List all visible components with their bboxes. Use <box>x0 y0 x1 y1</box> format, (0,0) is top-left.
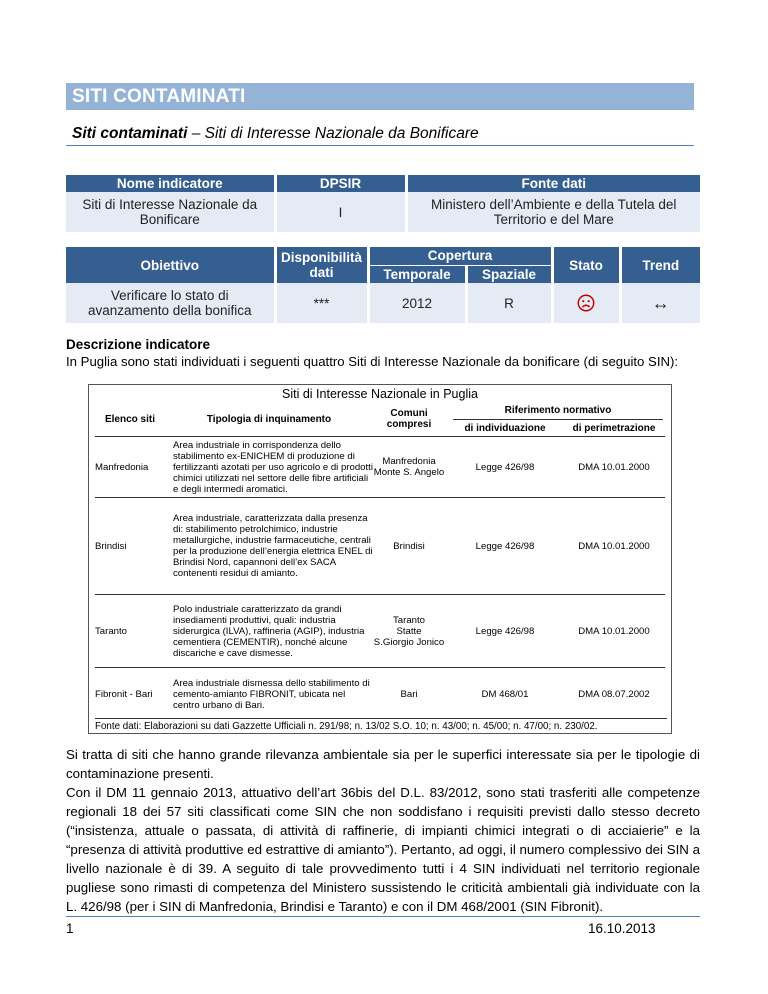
value-fonte-dati: Ministero dell’Ambiente e della Tutela del Territorio e del Mare <box>406 192 700 232</box>
value-dpsir: I <box>275 192 406 232</box>
header-stato: Stato <box>552 247 620 283</box>
sin-site-individuazione: DM 468/01 <box>481 688 529 700</box>
sin-table-title: Siti di Interesse Nazionale in Puglia <box>282 387 478 401</box>
sin-site-tipologia: Area industriale dismessa dello stabilimento di cemento-amianto FIBRONIT, ubicata nel centro urbano di Bari. <box>173 677 370 711</box>
value-temporale: 2012 <box>368 283 466 323</box>
header-dpsir: DPSIR <box>275 175 406 192</box>
indicator-table-2 <box>66 247 700 323</box>
footer-rule <box>66 916 700 917</box>
description-heading: Descrizione indicatore <box>66 337 211 352</box>
sin-comune: Brindisi <box>393 540 425 552</box>
header-trend: Trend <box>620 247 700 283</box>
sin-header-individuazione: di individuazione <box>464 422 546 434</box>
sin-site-perimetrazione: DMA 10.01.2000 <box>578 461 650 473</box>
sin-header-comuni: Comuni compresi <box>386 408 432 430</box>
body-paragraph: Si tratta di siti che hanno grande rilevanza ambientale sia per le superfici interessate sia per le tipologie di contaminazione presenti. <box>66 747 700 781</box>
sin-site-name: Fibronit - Bari <box>95 688 153 700</box>
sin-site-comuni <box>373 668 445 720</box>
sin-header-elenco: Elenco siti <box>104 413 155 425</box>
sin-site-perimetrazione: DMA 10.01.2000 <box>578 540 650 552</box>
indicator-table-1 <box>66 175 700 232</box>
sin-header-tipologia: Tipologia di inquinamento <box>206 413 332 425</box>
sin-comune: Bari <box>400 688 418 700</box>
sin-site-name: Manfredonia <box>95 461 149 473</box>
sin-site-tipologia: Area industriale in corrispondenza dello stabilimento ex-ENICHEM di produzione di fertilizzanti azotati per uso agricolo e di prodotti chimici utilizzati nel settore delle fibre artificiali e degli intermedi aromatici. <box>173 439 373 495</box>
sin-comune: S.Giorgio Jonico <box>373 636 445 648</box>
header-disponibilita: Disponibilità dati <box>275 247 368 283</box>
header-copertura: Copertura <box>368 247 552 265</box>
subtitle-rest: – Siti di Interesse Nazionale da Bonificare <box>187 125 479 142</box>
description-text: In Puglia sono stati individuati i seguenti quattro Siti di Interesse Nazionale da bonificare (di seguito SIN): <box>66 354 679 369</box>
body-paragraph: Con il DM 11 gennaio 2013, attuativo dell’art 36bis del D.L. 83/2012, sono stati trasferiti alle competenze regionali 18 dei 57 siti classificati come SIN che non soddisfano i requisiti previsti dallo stesso decreto (“insistenza, attuale o passata, di attività di raffinerie, di impianti chimici integrati o di acciaierie” e la “presenza di attività produttive ed estrattive di amianto”). Pertanto, ad oggi, il numero complessivo dei SIN a livello nazionale è di 39. A seguito di tale provvedimento tutti i 4 SIN individuati nel territorio regionale pugliese sono rimasti di competenza del Ministero sussistendo le criticità ambientali già individuate con la L. 426/98 (per i SIN di Manfredonia, Brindisi e Taranto) e con il DM 468/2001 (SIN Fibronit). <box>66 785 700 914</box>
sin-site-tipologia: Polo industriale caratterizzato da grandi insediamenti produttivi, quali: industria siderurgica (ILVA), raffineria (AGIP), industria cementiera (CEMENTIR), nonché alcune discariche e cave dismesse. <box>173 603 365 659</box>
sin-site-perimetrazione: DMA 10.01.2000 <box>578 625 650 637</box>
sin-site-individuazione: Legge 426/98 <box>475 625 535 637</box>
subtitle-bold: Siti contaminati <box>72 125 188 142</box>
header-obiettivo: Obiettivo <box>66 247 275 283</box>
sin-comune: Taranto <box>393 614 425 626</box>
sin-site-comuni <box>373 437 445 497</box>
sin-site-name: Brindisi <box>95 540 127 552</box>
sin-header-perimetrazione: di perimetrazione <box>572 422 656 434</box>
value-disponibilita: *** <box>275 283 368 323</box>
section-title: SITI CONTAMINATI <box>66 83 694 110</box>
value-trend: ↔ <box>620 283 700 323</box>
sin-table <box>88 384 672 734</box>
sin-header-riferimento: Riferimento normativo <box>504 405 612 416</box>
sin-table-source: Fonte dati: Elaborazioni su dati Gazzette Ufficiali n. 291/98; n. 13/02 S.O. 10; n. 43/00; n. 45/00; n. 47/00; n. 230/02. <box>95 718 667 732</box>
header-spaziale: Spaziale <box>466 265 552 283</box>
value-nome-indicatore: Siti di Interesse Nazionale da Bonificare <box>66 192 275 232</box>
page-number: 1 <box>66 921 74 936</box>
sin-comune: Statte <box>396 625 422 637</box>
body-text <box>66 745 700 916</box>
sin-site-comuni <box>373 595 445 667</box>
value-stato <box>552 283 620 323</box>
value-spaziale: R <box>466 283 552 323</box>
sin-site-perimetrazione: DMA 08.07.2002 <box>578 688 650 700</box>
sin-site-individuazione: Legge 426/98 <box>475 461 535 473</box>
sin-site-comuni <box>373 498 445 594</box>
sin-site-name: Taranto <box>95 625 127 637</box>
header-temporale: Temporale <box>368 265 466 283</box>
value-obiettivo: Verificare lo stato di avanzamento della bonifica <box>66 283 275 323</box>
sad-face-icon <box>577 294 595 312</box>
header-fonte-dati: Fonte dati <box>406 175 700 192</box>
footer-date: 16.10.2013 <box>588 921 656 936</box>
sin-comune: Monte S. Angelo <box>373 467 445 478</box>
sin-comune: Manfredonia <box>382 456 436 467</box>
sin-site-tipologia: Area industriale, caratterizzata dalla presenza di: stabilimento petrolchimico, industrie metallurgiche, industrie farmaceutiche, centrali per la produzione dell’energia elettrica ENEL di Brindisi Nord, capannoni dell’ex SACA contenenti residui di amianto. <box>173 513 373 579</box>
sin-site-individuazione: Legge 426/98 <box>475 540 535 552</box>
subtitle <box>66 122 694 146</box>
header-nome-indicatore: Nome indicatore <box>66 175 275 192</box>
